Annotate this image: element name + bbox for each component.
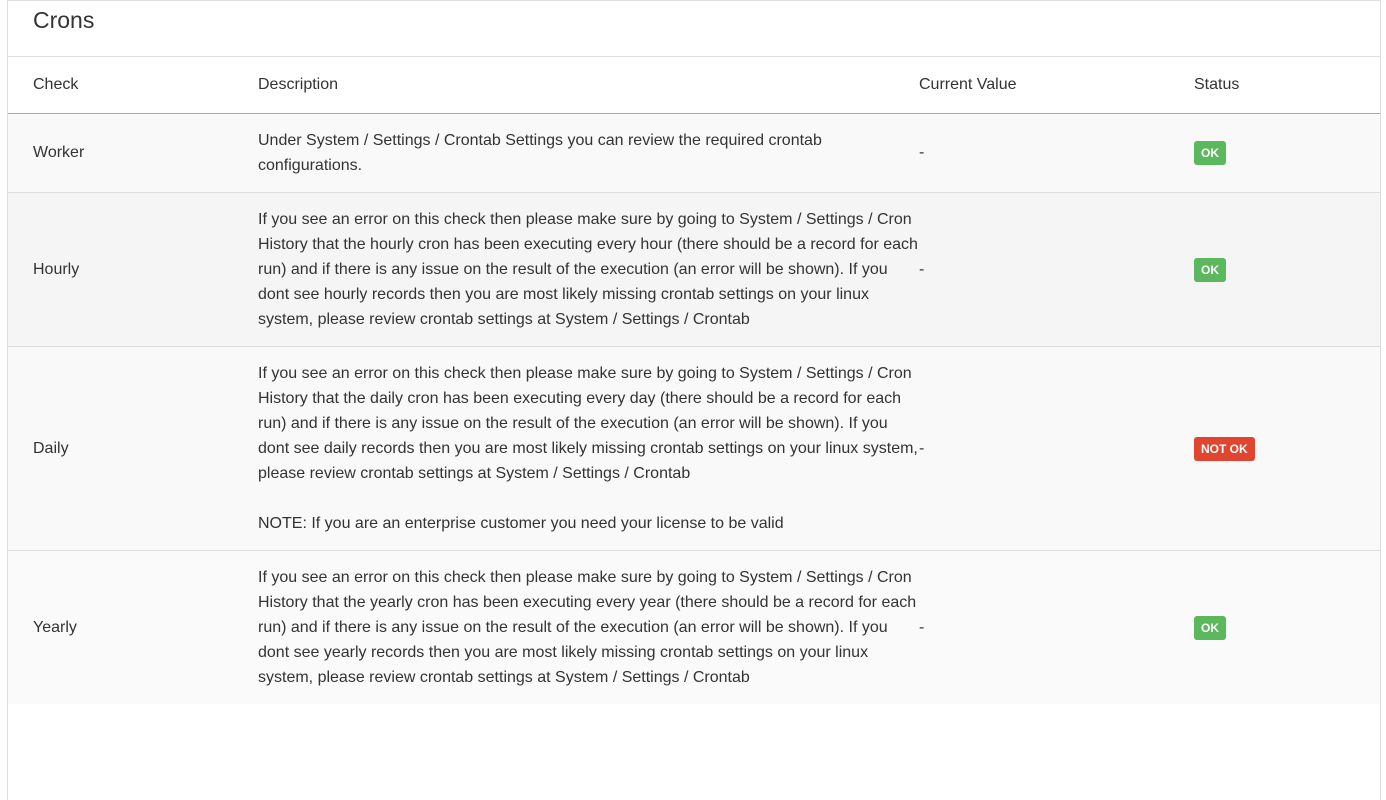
status-badge: OK [1194, 141, 1226, 165]
current-value: - [919, 550, 1194, 704]
status-cell [1194, 192, 1380, 346]
check-name: Hourly [8, 192, 258, 346]
status-badge: OK [1194, 616, 1226, 640]
check-description [258, 113, 919, 192]
current-value: - [919, 346, 1194, 550]
check-description [258, 550, 919, 704]
crons-table [8, 57, 1380, 704]
status-badge: OK [1194, 258, 1226, 282]
status-cell [1194, 346, 1380, 550]
current-value: - [919, 192, 1194, 346]
panel-title: Crons [8, 1, 1380, 57]
table-row [8, 113, 1380, 192]
crons-panel [7, 0, 1381, 800]
description-text: If you see an error on this check then please make sure by going to System / Settings / Cron History that the hourly cron has been executing every hour (there should be a record for each run) and if there is any issue on the result of the execution (an error will be shown). If you dont see hourly records then you are most likely missing crontab settings on your linux system, please review crontab settings at System / Settings / Crontab [258, 210, 918, 328]
column-header-status[interactable]: Status [1194, 57, 1380, 113]
column-header-check[interactable]: Check [8, 57, 258, 113]
table-row [8, 346, 1380, 550]
column-header-current-value[interactable]: Current Value [919, 57, 1194, 113]
table-header-row [8, 57, 1380, 113]
current-value: - [919, 144, 925, 161]
table-row [8, 550, 1380, 704]
description-text: If you see an error on this check then please make sure by going to System / Settings / Cron History that the daily cron has been executing every day (there should be a record for each run) and if there is any issue on the result of the execution (an error will be shown). If you dont see daily records then you are most likely missing crontab settings on your linux system, please review crontab settings at System / Settings / Crontab [258, 364, 918, 482]
description-text: If you see an error on this check then please make sure by going to System / Settings / Cron History that the yearly cron has been executing every year (there should be a record for each run) and if there is any issue on the result of the execution (an error will be shown). If you dont see yearly records then you are most likely missing crontab settings on your linux system, please review crontab settings at System / Settings / Crontab [258, 568, 917, 686]
status-cell [1194, 113, 1380, 192]
description-note: NOTE: If you are an enterprise customer you need your license to be valid [258, 514, 784, 532]
table-row [8, 192, 1380, 346]
check-name: Yearly [8, 550, 258, 704]
check-description [258, 192, 919, 346]
check-name: Worker [33, 144, 85, 161]
description-text: Under System / Settings / Crontab Settings you can review the required crontab configurations. [258, 131, 822, 174]
check-name: Daily [8, 346, 258, 550]
check-description [258, 346, 919, 550]
status-cell [1194, 550, 1380, 704]
status-badge: NOT OK [1194, 437, 1255, 461]
column-header-description[interactable]: Description [258, 57, 919, 113]
